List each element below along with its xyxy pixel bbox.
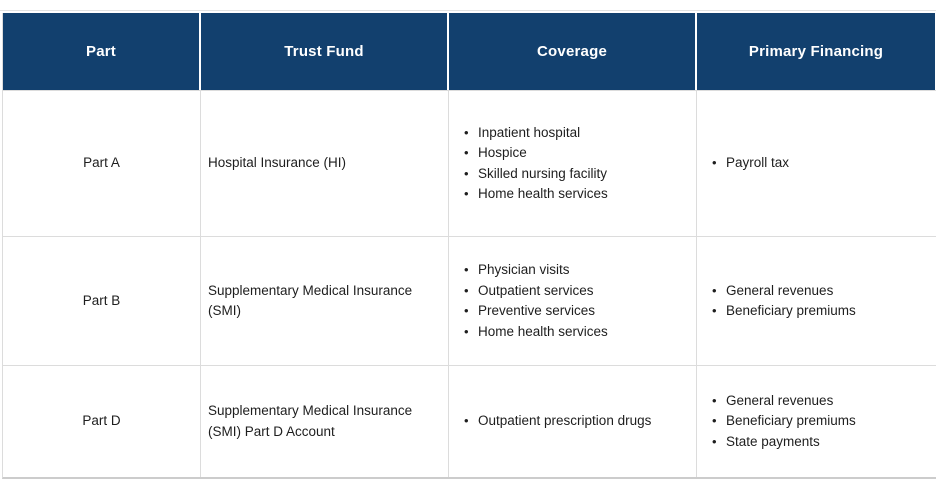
cell-trust-fund-a: Hospital Insurance (HI) xyxy=(201,90,449,236)
top-divider xyxy=(0,10,936,11)
bullet-item: • Preventive services xyxy=(464,301,608,322)
cell-trust-fund-b: Supplementary Medical Insurance (SMI) xyxy=(201,236,449,365)
header-cell-primary-financing: Primary Financing xyxy=(697,13,936,90)
coverage-list-b xyxy=(464,260,608,342)
bullet-item: • Home health services xyxy=(464,184,608,205)
coverage-list-a xyxy=(464,123,608,205)
header-cell-part: Part xyxy=(3,13,201,90)
cell-trust-fund-d: Supplementary Medical Insurance (SMI) Part D Account xyxy=(201,365,449,477)
bullet-item: • Beneficiary premiums xyxy=(712,301,856,322)
bullet-item: • Outpatient prescription drugs xyxy=(464,411,651,432)
header-cell-coverage: Coverage xyxy=(449,13,697,90)
financing-list-b xyxy=(712,281,856,322)
coverage-list-d xyxy=(464,411,651,432)
bullet-item: • General revenues xyxy=(712,391,856,412)
bullet-item: • Outpatient services xyxy=(464,281,608,302)
financing-list-a xyxy=(712,153,789,174)
cell-part-a: Part A xyxy=(3,90,201,236)
cell-coverage-b xyxy=(449,236,697,365)
cell-financing-d xyxy=(697,365,936,477)
cell-financing-b xyxy=(697,236,936,365)
financing-list-d xyxy=(712,391,856,453)
bullet-item: • Home health services xyxy=(464,322,608,343)
bullet-item: • Payroll tax xyxy=(712,153,789,174)
cell-coverage-a xyxy=(449,90,697,236)
bullet-item: • Skilled nursing facility xyxy=(464,164,608,185)
bullet-item: • Hospice xyxy=(464,143,608,164)
header-cell-trust-fund: Trust Fund xyxy=(201,13,449,90)
bullet-item: • Physician visits xyxy=(464,260,608,281)
bullet-item: • Beneficiary premiums xyxy=(712,411,856,432)
medicare-parts-table xyxy=(2,13,936,479)
bullet-item: • Inpatient hospital xyxy=(464,123,608,144)
cell-part-d: Part D xyxy=(3,365,201,477)
cell-part-b: Part B xyxy=(3,236,201,365)
bullet-item: • State payments xyxy=(712,432,856,453)
cell-financing-a xyxy=(697,90,936,236)
cell-coverage-d xyxy=(449,365,697,477)
bullet-item: • General revenues xyxy=(712,281,856,302)
